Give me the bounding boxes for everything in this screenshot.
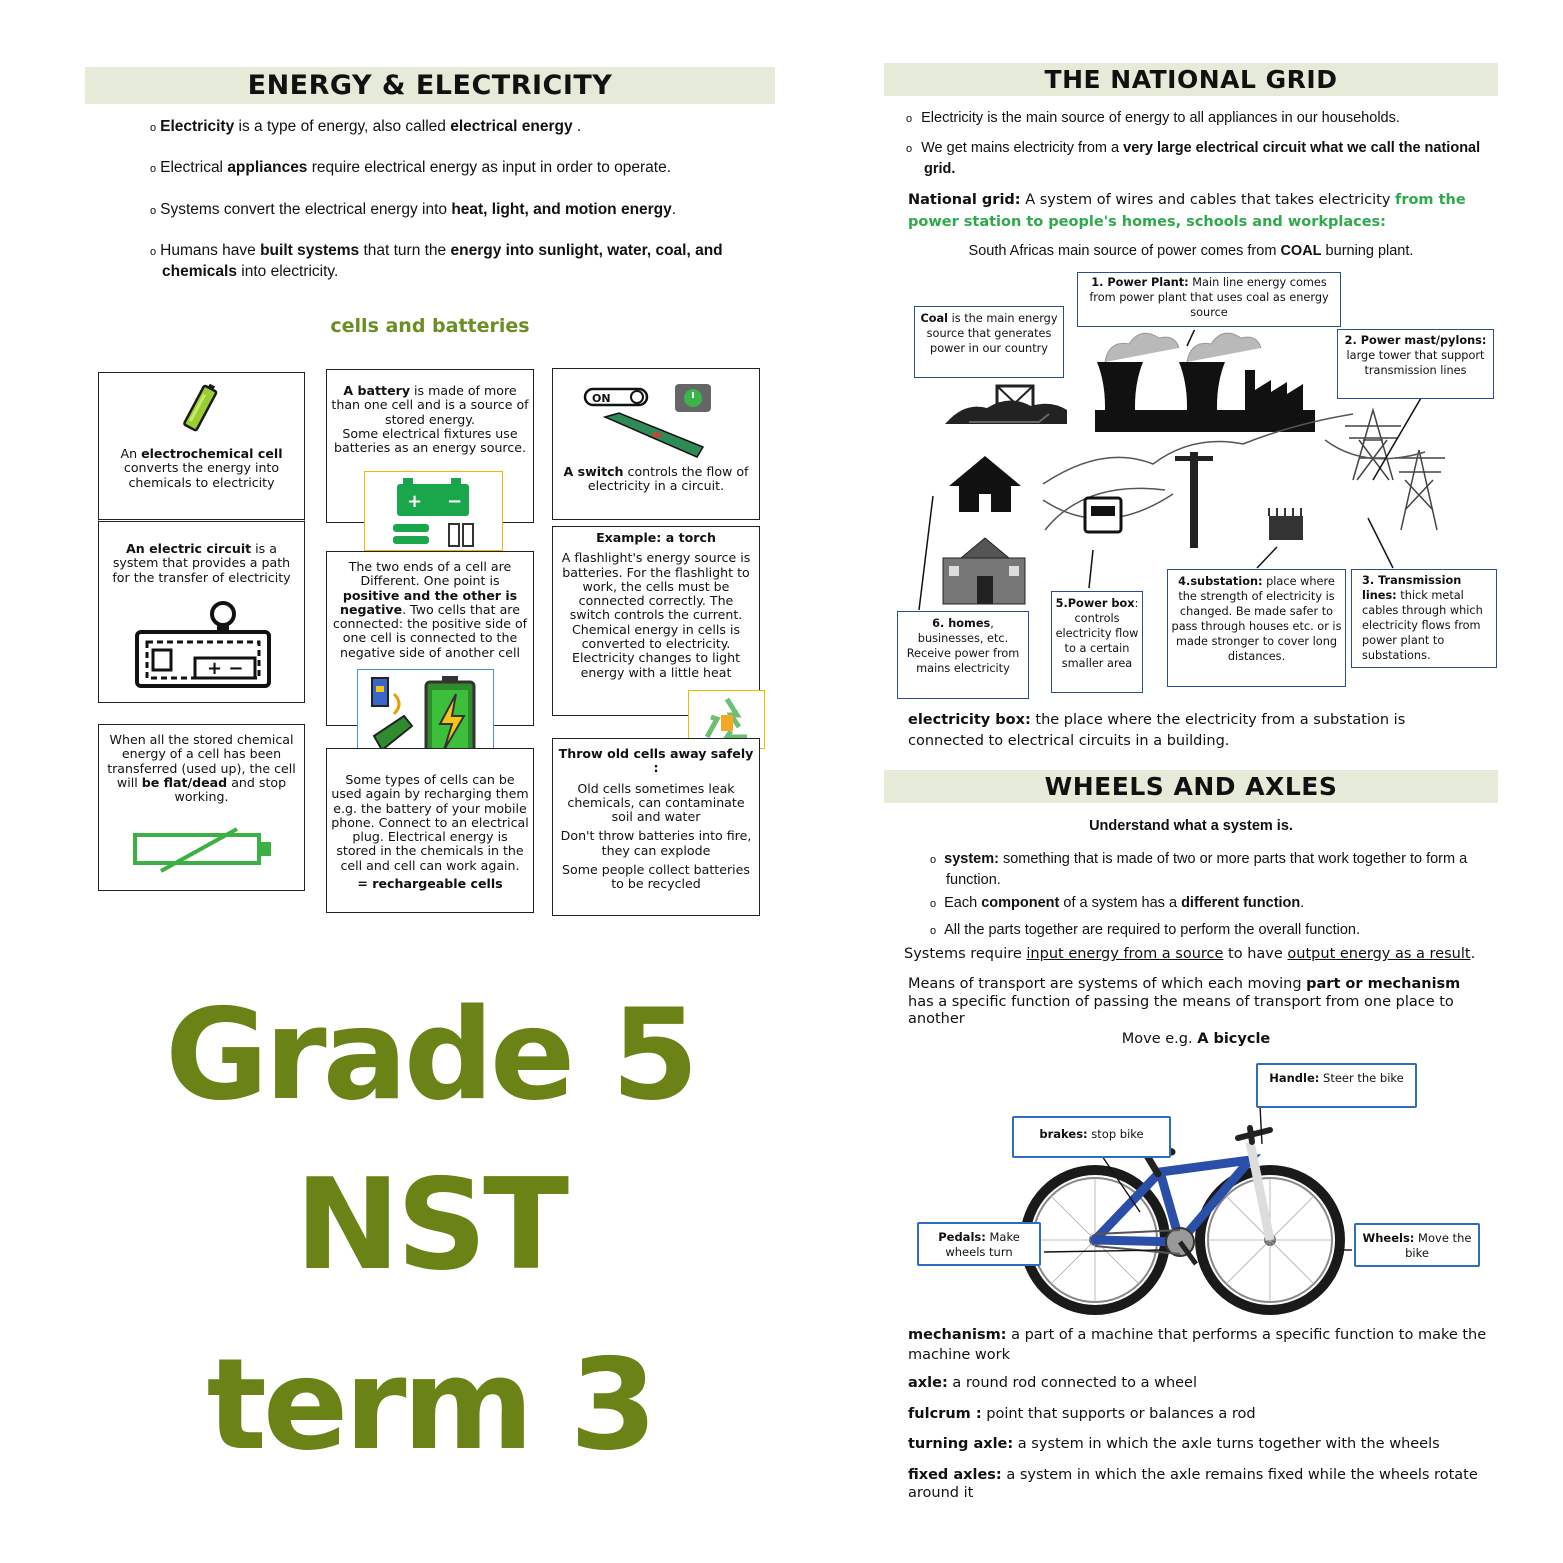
text: the place where the electricity from a substation is connected to electrical circuits in a building. [908,712,1406,749]
bold-text: part or mechanism [1306,976,1461,992]
sys-bullet-all-parts: o All the parts together are required to perform the overall function. [930,922,1361,938]
text: Systems require [904,946,1027,962]
coal-mine-icon [945,386,1067,424]
callout-transmission-lines [1351,569,1497,668]
systems-require [904,946,1504,962]
text: Don't throw batteries into fire, they can explode [560,828,752,858]
callout-power-box [1051,591,1143,693]
text: that turn the [359,242,451,259]
svg-text:+ −: + − [207,658,244,679]
bold-text: A battery [343,383,411,398]
sys-bullet-system: o system: something that is made of two or more parts that work together to form a function. [930,851,1468,888]
definition-axle [908,1374,1508,1393]
cells-batteries-subtitle: cells and batteries [330,315,530,337]
minus-sign: − [447,491,463,512]
text: Steer the bike [1319,1071,1404,1085]
grid-bullet-mains: o We get mains electricity from a very large electrical circuit what we call the national grid. [906,140,1481,177]
bold-text: Example: a torch [596,530,716,545]
bold-text: heat, light, and motion energy [451,201,672,218]
text: has a specific function of passing the means of transport from one place to another [908,993,1454,1027]
empty-battery-icon [131,827,276,875]
bold-text: Wheels: [1362,1231,1415,1245]
plus-sign: + [407,491,423,512]
text: A system of wires and cables that takes electricity [1020,192,1396,208]
text: Each [944,895,982,911]
national-grid-definition [908,189,1488,233]
text: to have [1223,946,1288,962]
bullet-appliances: o Electrical appliances require electrical energy as input in order to operate. [150,159,672,176]
text: place where the strength of electricity is changed. Be made safer to pass through houses etc. or is made stronger to cover long distances. [1171,575,1342,663]
bold-text: very large electrical circuit [1123,140,1307,156]
on-label: ON [592,392,611,405]
bold-text: electrical energy [450,118,573,135]
bicycle-example [884,1031,1508,1047]
bold-text: Electricity [160,118,235,135]
text: , businesses, etc. Receive power from mains electricity [906,617,1020,675]
battery-cell-icon [177,383,227,435]
text: The two ends of a cell are Different. One point is [348,559,512,589]
definition-fulcrum [908,1405,1508,1424]
text: thick metal cables through which electricity flows from power plant to substations. [1362,589,1483,662]
callout-power-plant [1077,272,1341,327]
text: is a system that provides a path for the transfer of electricity [112,541,291,585]
power-plant-icon [1095,333,1315,432]
energy-electricity-title: ENERGY & ELECTRICITY [85,67,775,104]
bullet-humans-built: o Humans have built systems that turn the energy into sunlight, water, coal, and chemicals into electricity. [150,242,723,280]
text: Means of transport are systems of which each moving [908,976,1307,992]
text: is made of more than one cell and is a source of stored energy. [331,383,529,427]
electricity-box-definition [908,710,1468,752]
text: Electricity is the main source of energy to all appliances in our households. [921,110,1400,126]
text: We get mains electricity from a [921,140,1124,156]
text: into electricity. [236,263,339,280]
text: Humans have [160,242,261,259]
house-icon [949,456,1021,512]
bold-text: what we call the national grid. [924,140,1481,177]
bold-text: Throw old cells away safely [558,746,754,761]
bold-text: electrochemical cell [141,446,283,461]
bold-text: A switch [563,464,624,479]
bold-text: fixed axles: [908,1467,1002,1483]
text: An [120,446,142,461]
bullet-systems-convert: o Systems convert the electrical energy into heat, light, and motion energy. [150,201,677,218]
text: stop bike [1087,1127,1144,1141]
bullet-electricity: o Electricity is a type of energy, also called electrical energy . [150,118,582,135]
text: a part of a machine that performs a specific function to make the machine work [908,1327,1487,1363]
bold-text: COAL [1280,243,1322,259]
bold-text: 1. Power Plant: [1091,276,1189,289]
text: When all the stored chemical energy of a cell has been transferred (used up), the cell will [107,732,296,790]
text: is a type of energy, also called [234,118,451,135]
bold-text: Coal [920,312,949,325]
bold-text: built systems [260,242,360,259]
text: Move e.g. [1121,1031,1198,1047]
definition-turning-axle [908,1435,1508,1454]
bold-text: fulcrum : [908,1406,982,1422]
callout-brakes [1012,1116,1171,1158]
text: and stop working. [174,774,287,805]
text: converts the energy into chemicals to electricity [123,460,280,490]
card-electrochemical-cell [98,372,305,521]
text: Some types of cells can be used again by recharging them e.g. the battery of your mobile phone. Connect to an electrical plug. Electrical energy is stored in the chemicals in the cell and cell can work again. [331,772,529,873]
pylons-icon [1345,410,1445,530]
substation-icon [1269,508,1303,540]
text: a system in which the axle turns together with the wheels [1013,1436,1440,1452]
term-title: term 3 [206,1331,654,1478]
bold-text: brakes: [1039,1127,1088,1141]
bold-text: 5.Power box [1055,597,1135,610]
wheels-axles-title: WHEELS AND AXLES [884,770,1498,803]
underlined-text: output energy as a result [1287,946,1471,962]
text: Electrical [160,159,228,176]
circuit-board-icon [133,600,273,690]
text: Systems convert the electrical energy into [160,201,452,218]
text: Old cells sometimes leak chemicals, can contaminate soil and water [567,780,745,825]
callout-handle [1256,1063,1417,1108]
bold-text: 3. Transmission lines: [1362,574,1462,602]
text: large tower that support transmission lines [1346,349,1485,377]
transport-systems [908,976,1488,1029]
bold-text: = rechargeable cells [357,876,503,892]
bold-text: National grid: [908,192,1021,208]
bold-text: A bicycle [1197,1031,1271,1047]
bold-text: component [981,895,1060,911]
school-icon [943,538,1025,604]
subject-title: NST [294,1151,566,1298]
bold-text: mechanism: [908,1327,1007,1343]
definition-fixed-axles [908,1466,1503,1502]
text: of a system has a [1059,895,1182,911]
callout-substation [1167,569,1346,687]
callout-coal [914,306,1064,378]
callout-power-mast [1337,329,1494,399]
text: controls the flow of electricity in a circuit. [587,464,749,494]
text: is the main energy source that generates power in our country [926,312,1058,355]
text: a round rod connected to a wheel [947,1375,1198,1391]
bold-text: different function [1181,895,1301,911]
callout-homes [897,611,1029,699]
text: point that supports or balances a rod [981,1406,1256,1422]
bold-text: : [653,760,659,776]
car-battery-icon [395,478,471,518]
text: . [671,201,677,218]
text: . Two cells that are connected: the positive side of one cell is connected to the negative side of another cell [332,601,528,660]
grid-bullet-main-source: o Electricity is the main source of energy to all appliances in our households. [906,110,1400,126]
text: . [1470,946,1476,962]
electric-pole-icon [1175,452,1213,548]
text: Some people collect batteries to be recycled [562,862,750,892]
card-flat-cell [98,724,305,891]
sys-bullet-component: o Each component of a system has a different function. [930,895,1305,911]
bold-text: turning axle: [908,1436,1014,1452]
text: burning plant. [1321,243,1414,259]
torch-icon [601,411,711,461]
card-electric-circuit [98,519,305,703]
bold-text: Handle: [1269,1071,1320,1085]
underlined-text: input energy from a source [1026,946,1224,962]
card-torch-example [552,526,760,716]
text: Some electrical fixtures use batteries as an energy source. [333,425,527,456]
text: Make wheels turn [945,1230,1020,1259]
text: . [1300,895,1305,911]
callout-pedals [917,1222,1041,1266]
text: Main line energy comes from power plant that uses coal as energy source [1089,276,1329,319]
text: something that is made of two or more parts that work together to form a function. [946,851,1468,888]
small-cells-icon [391,522,481,548]
on-switch-icon [583,385,653,409]
bold-text: system: [944,851,999,867]
power-button-icon [673,382,713,414]
text: A flashlight's energy source is batteries. For the flashlight to work, the cells must be connected correctly. The switch controls the current. Chemical energy in cells is converted to electricity. [561,550,751,652]
bold-text: 2. Power mast/pylons: [1344,334,1487,347]
battery-image [364,471,503,551]
bold-text: energy into sunlight, water, coal, and chemicals [162,242,723,280]
bold-text: electricity box: [908,712,1031,728]
definition-mechanism [908,1325,1503,1365]
text: . [572,118,582,135]
power-box-icon [1085,498,1121,532]
card-switch [552,368,760,520]
bold-text: appliances [227,159,308,176]
card-rechargeable [326,748,534,913]
text: South Africas main source of power comes from [968,243,1281,259]
understand-system: Understand what a system is. [1089,818,1293,834]
text: Electricity changes to light energy with a little heat [571,650,741,680]
card-throw-cells [552,738,760,916]
text: Move the bike [1405,1231,1472,1260]
coal-statement [884,243,1498,259]
bold-text: positive and the other is negative [340,587,518,617]
bold-text: axle: [908,1375,948,1391]
bold-text: 6. homes [932,617,991,630]
text: : controls electricity flow to a certain smaller area [1055,597,1139,670]
text: a system in which the axle remains fixed while the wheels rotate around it [908,1467,1478,1501]
grade-title: Grade 5 [165,981,695,1128]
national-grid-title: THE NATIONAL GRID [884,63,1498,96]
bold-text: An electric circuit [126,541,252,556]
bold-text: be flat/dead [141,774,228,790]
bold-text: 4.substation: [1178,575,1263,588]
bold-text: Pedals: [938,1230,986,1244]
highlight-text: from the power station to people's homes, schools and workplaces: [908,192,1466,230]
text: All the parts together are required to perform the overall function. [944,922,1361,938]
callout-wheels [1354,1223,1480,1267]
text: require electrical energy as input in order to operate. [307,159,672,176]
